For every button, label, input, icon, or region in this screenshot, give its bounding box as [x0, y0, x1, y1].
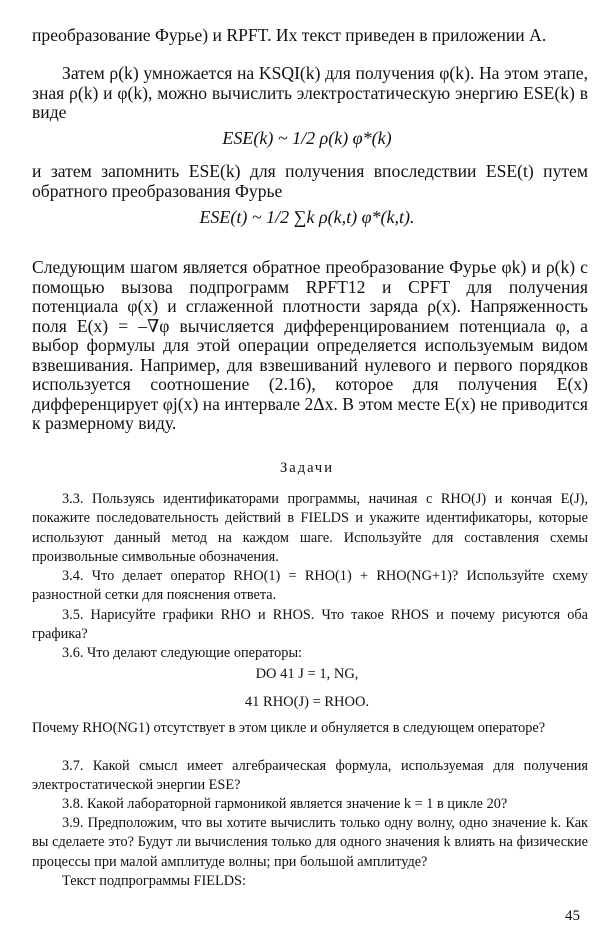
code-line-2: 41 RHO(J) = RHOO.	[244, 694, 370, 710]
code-line-1: DO 41 J = 1, NG,	[255, 666, 359, 682]
task-3-3: 3.3. Пользуясь идентификаторами программы, начиная с RHO(J) и кончая E(J), покажите последовательность действий в FIELDS и укажите идентификаторы, которые используют данный метод на каждом шаге. Используйте для составления схемы произвольные символьные обозначения.	[32, 491, 588, 565]
task-3-6: 3.6. Что делают следующие операторы:	[62, 645, 303, 661]
task-3-4: 3.4. Что делает оператор RHO(1) = RHO(1) + RHO(NG+1)? Используйте схему разностной сетки для пояснения ответа.	[32, 568, 588, 604]
section-heading-tasks: Задачи	[280, 460, 334, 476]
equation-ese-k: ESE(k) ~ 1/2 ρ(k) φ*(k)	[222, 128, 392, 148]
task-3-5: 3.5. Нарисуйте графики RHO и RHOS. Что такое RHOS и почему рисуются оба графика?	[32, 607, 588, 643]
paragraph-intro-4: Следующим шагом является обратное преобразование Фурье φk) и ρ(k) с помощью вызова подпрограмм RPFT12 и CPFT для получения потенциала φ(x) и сглаженной плотности заряда ρ(x). Напряженность поля E(x) = –∇φ вычисляется дифференцированием потенциала φ, а выбор формулы для этой операции определяется используемым видом взвешивания. Например, для взвешиваний нулевого и первого порядков используется соотношение (2.16), которое для получения E(x) дифференцирует φj(x) на интервале 2Δx. В этом месте E(x) не приводится к размерному виду.	[32, 257, 588, 433]
paragraph-intro-3: и затем запомнить ESE(k) для получения впоследствии ESE(t) путем обратного преобразования Фурье	[32, 161, 588, 201]
task-3-8: 3.8. Какой лабораторной гармоникой является значение k = 1 в цикле 20?	[62, 796, 508, 812]
paragraph-intro-2: Затем ρ(k) умножается на KSQI(k) для получения φ(k). На этом этапе, зная ρ(k) и φ(k), можно вычислить электростатическую энергию ESE(k) в виде	[32, 63, 588, 122]
fields-listing-caption: Текст подпрограммы FIELDS:	[62, 873, 246, 889]
page-number: 45	[565, 908, 580, 924]
task-3-6-question: Почему RHO(NG1) отсутствует в этом цикле и обнуляется в следующем операторе?	[32, 720, 546, 736]
task-3-9: 3.9. Предположим, что вы хотите вычислить только одну волну, одно значение k. Как вы сделаете это? Будут ли вычисления только для одного значения k влиять на физические процессы при малой амплитуде волны; при большой амплитуде?	[32, 815, 588, 870]
task-3-7: 3.7. Какой смысл имеет алгебраическая формула, используемая для получения электростатической энергии ESE?	[32, 758, 588, 794]
paragraph-intro-1: преобразование Фурье) и RPFT. Их текст приведен в приложении А.	[32, 25, 547, 45]
equation-ese-t: ESE(t) ~ 1/2 ∑k ρ(k,t) φ*(k,t).	[199, 207, 415, 227]
